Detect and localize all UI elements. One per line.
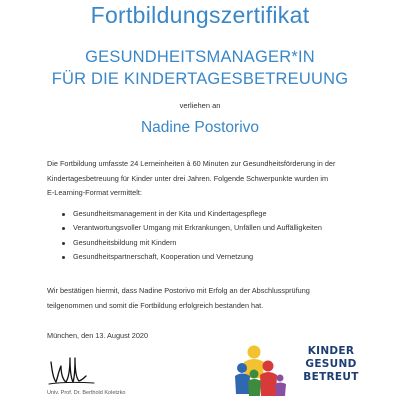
- topic-label: Verantwortungsvoller Umgang mit Erkrankungen, Unfällen und Auffälligkeiten: [73, 223, 322, 233]
- intro-paragraph: [47, 157, 367, 201]
- topic-label: Gesundheitsbildung mit Kindern: [73, 237, 177, 247]
- closing-line-1: Wir bestätigen hiermit, dass Nadine Postorivo mit Erfolg an der Abschlussprüfung: [47, 286, 310, 295]
- place-date: München, den 13. August 2020: [47, 331, 149, 340]
- topic-label: Gesundheitspartnerschaft, Kooperation und Vernetzung: [73, 251, 254, 261]
- intro-line-1: Die Fortbildung umfasste 24 Lerneinheiten à 60 Minuten zur Gesundheitsförderung in der: [47, 159, 336, 168]
- list-item: [62, 250, 362, 264]
- bullet-icon: [62, 242, 65, 245]
- logo-text-line3: BETREUT: [303, 371, 359, 383]
- closing-line-2: teilgenommen und somit die Fortbildung erfolgreich bestanden hat.: [47, 300, 264, 310]
- list-item: [62, 221, 362, 235]
- closing-paragraph: [47, 284, 367, 313]
- intro-line-2: Kindertagesbetreuung für Kinder unter drei Jahren. Folgende Schwerpunkte wurden im: [47, 173, 329, 183]
- topic-label: Gesundheitsmanagement in der Kita und Kindertagespflege: [73, 209, 267, 218]
- intro-line-3: E-Learning-Format vermittelt:: [47, 188, 142, 197]
- signature-image: [48, 352, 98, 388]
- bullet-icon: [62, 256, 65, 259]
- bullet-icon: [62, 227, 65, 230]
- signer-name: Univ. Prof. Dr. Berthold Koletzko: [47, 390, 126, 396]
- logo-text-line1: KINDER: [307, 345, 355, 357]
- recipient-name: Nadine Postorivo: [140, 119, 260, 136]
- certificate-subtitle-line1: GESUNDHEITSMANAGER*IN: [85, 48, 315, 66]
- logo-text-line2: GESUND: [305, 358, 357, 370]
- certificate-subtitle-line2: FÜR DIE KINDERTAGESBETREUUNG: [51, 70, 349, 88]
- bullet-icon: [62, 213, 65, 216]
- certificate-title: Fortbildungszertifikat: [90, 2, 310, 28]
- list-item: [62, 207, 362, 221]
- topics-list: [62, 207, 362, 264]
- awarded-to-label: verliehen an: [179, 101, 221, 110]
- list-item: [62, 236, 362, 250]
